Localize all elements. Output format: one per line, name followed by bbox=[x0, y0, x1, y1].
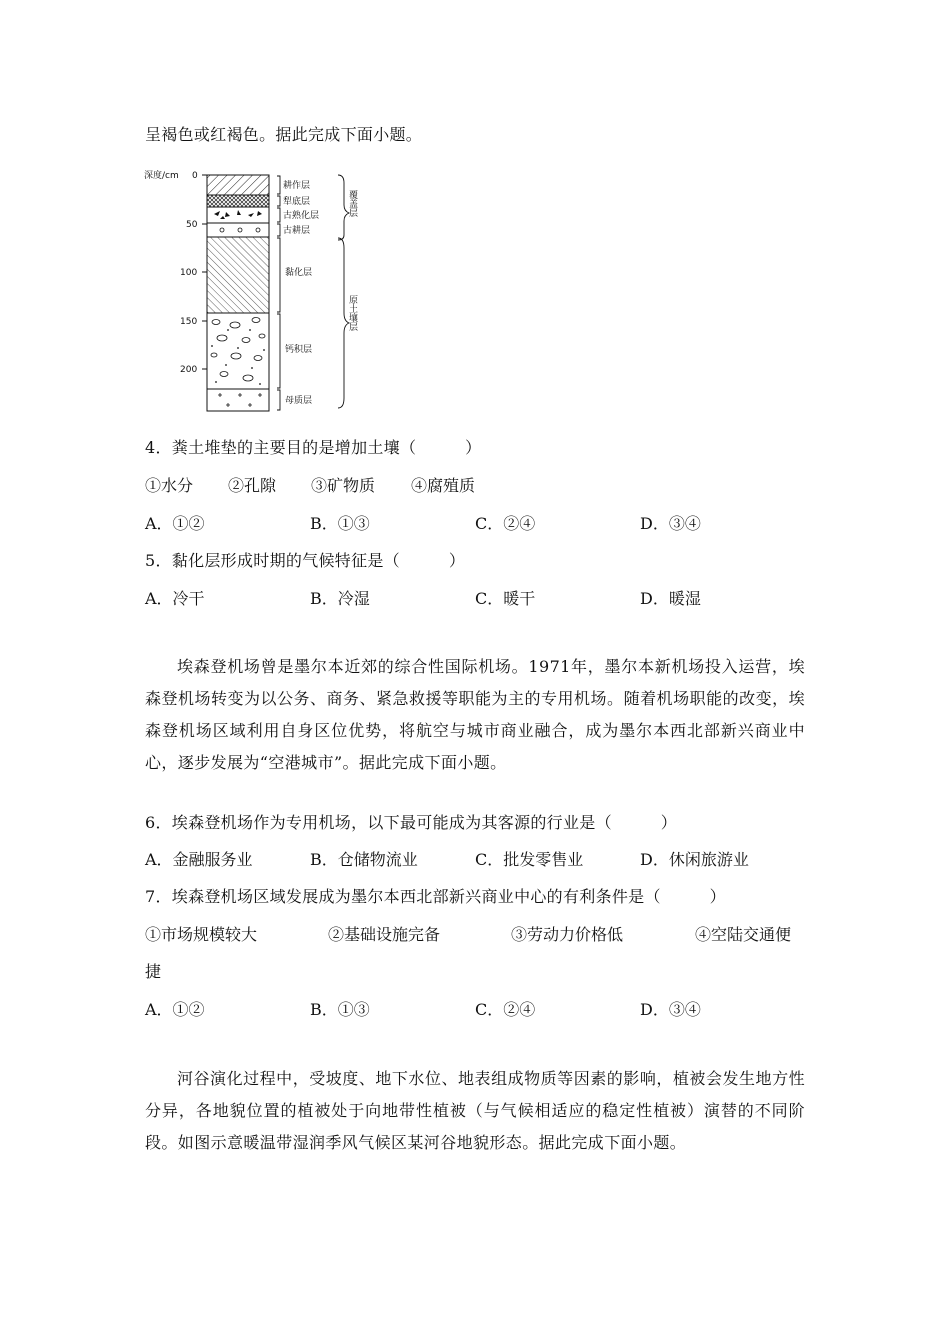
q5-stem: 5．黏化层形成时期的气候特征是（ ） bbox=[145, 551, 466, 570]
layer-parent bbox=[207, 389, 269, 411]
group-cover: 覆盖层 bbox=[347, 190, 357, 217]
tick-100: 100 bbox=[180, 268, 198, 278]
layer-label-6: 钙积层 bbox=[285, 345, 313, 355]
q6-stem: 6．埃森登机场作为专用机场，以下最可能成为其客源的行业是（ ） bbox=[145, 813, 678, 832]
q7-option-c[interactable]: C．②④ bbox=[475, 1000, 536, 1019]
q7-stem: 7．埃森登机场区域发展成为墨尔本西北部新兴商业中心的有利条件是（ ） bbox=[145, 887, 726, 906]
layer-label-2: 犁底层 bbox=[283, 197, 311, 207]
tick-150: 150 bbox=[180, 317, 198, 327]
group-original: 原土壤层 bbox=[347, 295, 357, 331]
layer-plough-pan bbox=[207, 195, 269, 207]
q7-item-2: ②基础设施完备 bbox=[328, 925, 441, 944]
q6-option-a[interactable]: A．金融服务业 bbox=[145, 850, 253, 869]
soil-profile-figure bbox=[140, 160, 380, 420]
q5-option-d[interactable]: D．暖湿 bbox=[640, 589, 701, 608]
passage-airport: 埃森登机场曾是墨尔本近郊的综合性国际机场。1971年，墨尔本新机场投入运营，埃森登机场转变为以公务、商务、紧急救援等职能为主的专用机场。随着机场职能的改变，埃森登机场区域利用自身区位优势，将航空与城市商业融合，成为墨尔本西北部新兴商业中心，逐步发展为“空港城市”。据此完成下面小题。 bbox=[145, 657, 805, 772]
tick-0: 0 bbox=[192, 171, 198, 181]
q6-option-c[interactable]: C．批发零售业 bbox=[475, 850, 584, 869]
tick-200: 200 bbox=[180, 365, 198, 375]
q5-option-a[interactable]: A．冷干 bbox=[145, 589, 205, 608]
q6-option-d[interactable]: D．休闲旅游业 bbox=[640, 850, 749, 869]
q7-option-b[interactable]: B．①③ bbox=[310, 1000, 370, 1019]
q7-item-4: ④空陆交通便 bbox=[695, 925, 792, 944]
q4-item-3: ③矿物质 bbox=[311, 476, 376, 495]
layer-clay bbox=[207, 237, 269, 313]
q4-option-d[interactable]: D．③④ bbox=[640, 514, 701, 533]
q7-option-d[interactable]: D．③④ bbox=[640, 1000, 701, 1019]
tick-50: 50 bbox=[186, 220, 198, 230]
axis-label: 深度/cm bbox=[144, 171, 179, 181]
q4-item-2: ②孔隙 bbox=[228, 476, 277, 495]
layer-label-4: 古耕层 bbox=[283, 226, 311, 236]
intro-text: 呈褐色或红褐色。据此完成下面小题。 bbox=[145, 125, 423, 144]
layer-label-3: 古熟化层 bbox=[283, 211, 320, 221]
q7-item-1: ①市场规模较大 bbox=[145, 925, 258, 944]
layer-label-1: 耕作层 bbox=[283, 181, 311, 191]
q7-item-3: ③劳动力价格低 bbox=[511, 925, 624, 944]
passage-valley: 河谷演化过程中，受坡度、地下水位、地表组成物质等因素的影响，植被会发生地方性分异，各地貌位置的植被处于向地带性植被（与气候相适应的稳定性植被）演替的不同阶段。如图示意暖温带湿润季风气候区某河谷地貌形态。据此完成下面小题。 bbox=[145, 1069, 805, 1152]
q4-option-b[interactable]: B．①③ bbox=[310, 514, 370, 533]
q4-item-1: ①水分 bbox=[145, 476, 194, 495]
q4-item-4: ④腐殖质 bbox=[411, 476, 476, 495]
layer-label-7: 母质层 bbox=[285, 396, 313, 406]
q5-option-b[interactable]: B．冷湿 bbox=[310, 589, 370, 608]
layer-plough bbox=[207, 175, 269, 195]
q6-option-b[interactable]: B．仓储物流业 bbox=[310, 850, 418, 869]
q7-option-a[interactable]: A．①② bbox=[145, 1000, 205, 1019]
q7-item-4-wrap: 捷 bbox=[145, 962, 162, 981]
q4-option-a[interactable]: A．①② bbox=[145, 514, 205, 533]
q4-stem: 4．粪土堆垫的主要目的是增加土壤（ ） bbox=[145, 438, 482, 457]
q5-option-c[interactable]: C．暖干 bbox=[475, 589, 536, 608]
layer-label-5: 黏化层 bbox=[285, 268, 313, 278]
q4-option-c[interactable]: C．②④ bbox=[475, 514, 536, 533]
